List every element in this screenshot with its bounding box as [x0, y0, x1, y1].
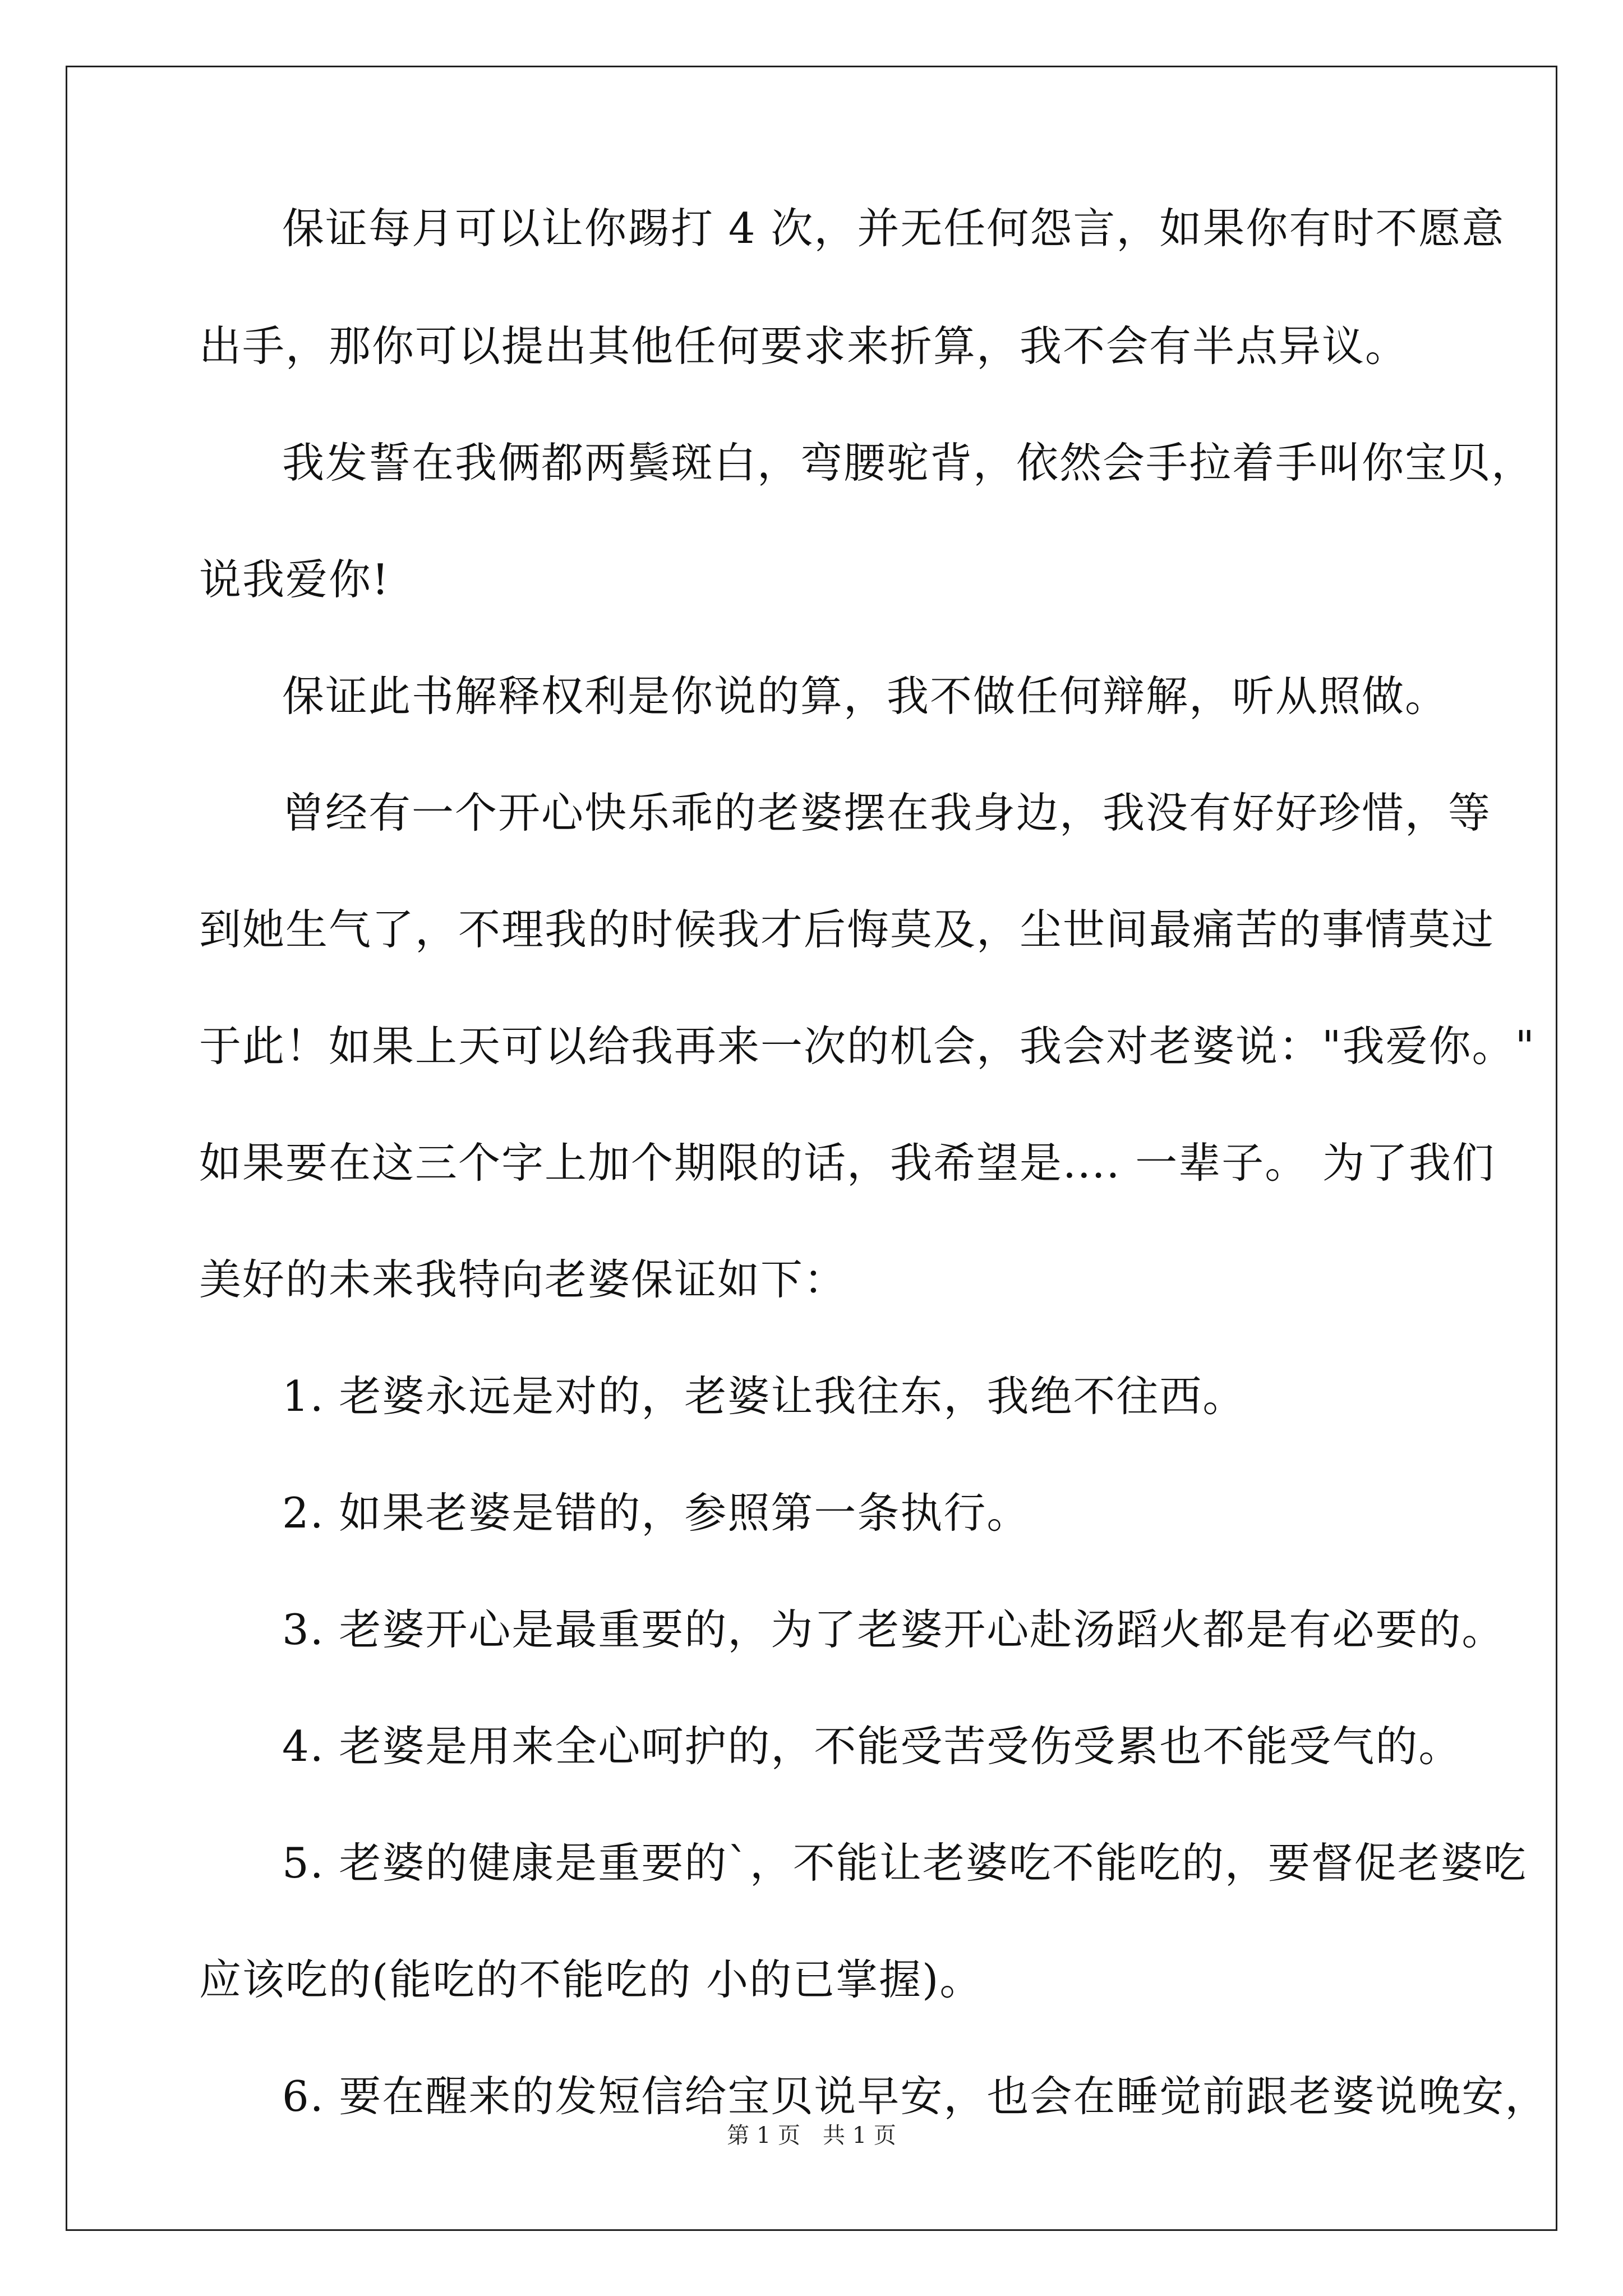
- text-line: 到她生气了，不理我的时候我才后悔莫及，尘世间最痛苦的事情莫过: [199, 905, 1495, 954]
- text-line: 于此！如果上天可以给我再来一次的机会，我会对老婆说："我爱你。": [199, 1022, 1536, 1071]
- text-line: 保证此书解释权利是你说的算，我不做任何辩解，听从照做。: [282, 671, 1449, 721]
- list-item-continuation: 应该吃的(能吃的不能吃的 小的已掌握)。: [199, 1955, 983, 2004]
- text-line: 曾经有一个开心快乐乖的老婆摆在我身边，我没有好好珍惜，等: [282, 788, 1492, 838]
- text-line: 说我爱你!: [199, 555, 390, 604]
- text-line: 出手，那你可以提出其他任何要求来折算，我不会有半点异议。: [199, 321, 1409, 371]
- text-line: 如果要在这三个字上加个期限的话，我希望是.... 一辈子。 为了我们: [199, 1138, 1496, 1188]
- list-item: 6. 要在醒来的发短信给宝贝说早安，也会在睡觉前跟老婆说晚安，: [282, 2072, 1548, 2121]
- list-item: 2. 如果老婆是错的，参照第一条执行。: [282, 1488, 1030, 1538]
- list-item: 5. 老婆的健康是重要的`，不能让老婆吃不能吃的，要督促老婆吃: [282, 1838, 1527, 1888]
- text-line: 我发誓在我俩都两鬓斑白，弯腰驼背，依然会手拉着手叫你宝贝，: [282, 438, 1535, 487]
- text-line: 保证每月可以让你踢打 4 次，并无任何怨言，如果你有时不愿意: [282, 204, 1505, 253]
- list-item: 3. 老婆开心是最重要的，为了老婆开心赴汤蹈火都是有必要的。: [282, 1605, 1505, 1654]
- list-item: 4. 老婆是用来全心呵护的，不能受苦受伤受累也不能受气的。: [282, 1722, 1462, 1771]
- text-line: 美好的未来我特向老婆保证如下：: [199, 1255, 847, 1304]
- page-number-footer: 第 1 页 共 1 页: [727, 2123, 896, 2148]
- list-item: 1. 老婆永远是对的，老婆让我往东，我绝不往西。: [282, 1372, 1246, 1421]
